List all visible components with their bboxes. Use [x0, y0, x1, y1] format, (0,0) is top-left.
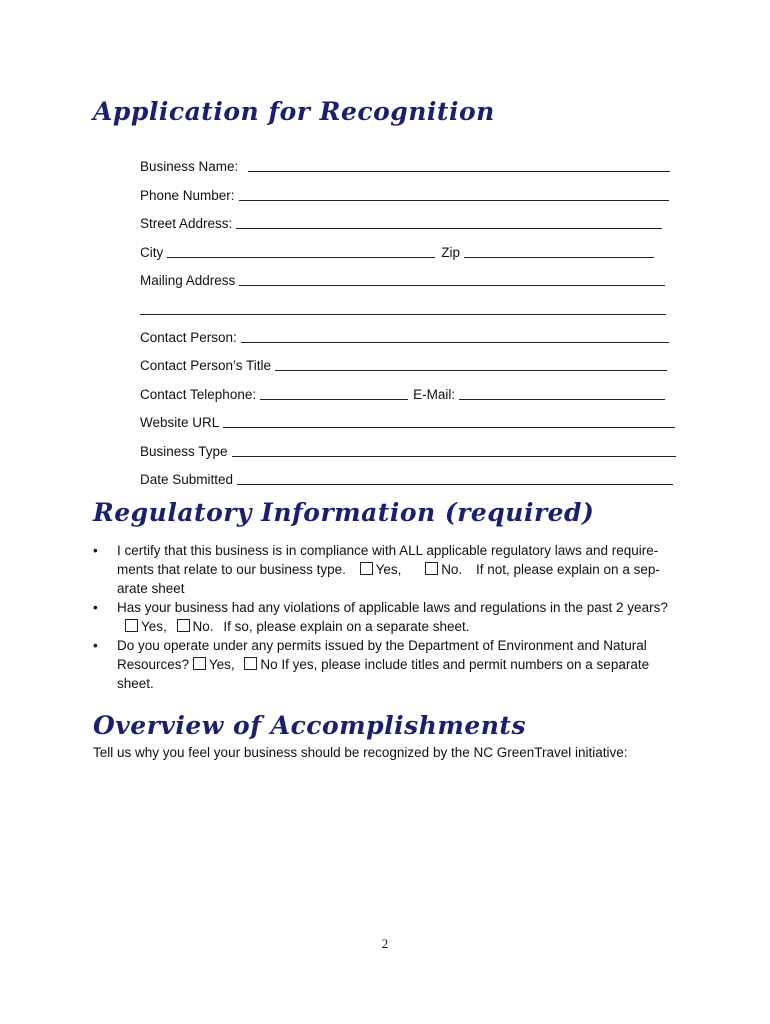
violations-yes-checkbox[interactable] [125, 619, 138, 632]
permits-instruction-text: If yes, please include titles and permit numbers on a separate sheet. [117, 657, 650, 691]
overview-heading: Overview of Accomplishments [93, 711, 527, 740]
business-type-field[interactable] [140, 440, 676, 460]
mailing-address-input-line[interactable] [239, 285, 665, 286]
website-url-input-line[interactable] [223, 427, 675, 428]
application-heading: Application for Recognition [93, 97, 495, 126]
permits-yes-label: Yes, [208, 657, 235, 672]
violations-instruction-text: If so, please explain on a separate sheet. [223, 619, 470, 634]
contact-person-label: Contact Person: [140, 330, 237, 345]
contact-person-title-input-line[interactable] [275, 370, 667, 371]
bullet-icon: • [93, 638, 98, 653]
compliance-no-checkbox[interactable] [425, 562, 438, 575]
date-submitted-input-line[interactable] [237, 484, 673, 485]
street-address-field[interactable] [140, 212, 662, 232]
city-input-line[interactable] [167, 257, 435, 258]
website-url-field[interactable] [140, 411, 675, 431]
compliance-no-label: No. [441, 562, 463, 577]
regulatory-item-permits [93, 636, 683, 693]
violations-no-checkbox[interactable] [177, 619, 190, 632]
zip-label: Zip [441, 245, 461, 260]
mailing-address-continuation-line[interactable] [140, 314, 666, 315]
zip-input-line[interactable] [464, 257, 654, 258]
page-number: 2 [381, 936, 389, 951]
permits-question-text: Do you operate under any permits issued by the Department of Environment and Natural Resources? [117, 638, 647, 672]
email-label: E-Mail: [413, 387, 456, 402]
mailing-address-label: Mailing Address [140, 273, 236, 288]
contact-person-title-label: Contact Person’s Title [140, 358, 272, 373]
street-address-label: Street Address: [140, 216, 233, 231]
contact-telephone-label: Contact Telephone: [140, 387, 257, 402]
business-type-label: Business Type [140, 444, 228, 459]
bullet-icon: • [93, 600, 98, 615]
email-input-line[interactable] [459, 399, 665, 400]
street-address-input-line[interactable] [236, 228, 662, 229]
contact-person-title-field[interactable] [140, 354, 667, 374]
contact-telephone-email-row [140, 383, 665, 403]
business-name-input-line[interactable] [248, 171, 670, 172]
phone-number-label: Phone Number: [140, 188, 235, 203]
mailing-address-field[interactable] [140, 269, 665, 289]
business-type-input-line[interactable] [232, 456, 676, 457]
compliance-question-text: I certify that this business is in compliance with ALL applicable regulatory laws and require-ments that relate to our business type. [117, 543, 659, 577]
compliance-yes-label: Yes, [375, 562, 402, 577]
violations-yes-label: Yes, [141, 619, 167, 634]
bullet-icon: • [93, 543, 98, 558]
overview-intro-text: Tell us why you feel your business should be recognized by the NC GreenTravel initiative: [93, 745, 628, 760]
permits-no-checkbox[interactable] [244, 657, 257, 670]
date-submitted-label: Date Submitted [140, 472, 234, 487]
regulatory-item-compliance [93, 541, 683, 598]
phone-number-field[interactable] [140, 184, 669, 204]
permits-no-label: No [260, 657, 278, 672]
city-zip-row [140, 241, 654, 261]
city-label: City [140, 245, 164, 260]
regulatory-heading: Regulatory Information (required) [93, 498, 595, 527]
date-submitted-field[interactable] [140, 468, 673, 488]
violations-no-label: No. [192, 619, 214, 634]
compliance-instruction-text: If not, please explain on a sep-arate sheet [117, 562, 660, 596]
website-url-label: Website URL [140, 415, 220, 430]
violations-question-text: Has your business had any violations of applicable laws and regulations in the past 2 years? [117, 600, 668, 615]
contact-person-field[interactable] [140, 326, 669, 346]
compliance-yes-checkbox[interactable] [360, 562, 373, 575]
permits-yes-checkbox[interactable] [193, 657, 206, 670]
contact-telephone-input-line[interactable] [260, 399, 408, 400]
phone-number-input-line[interactable] [239, 200, 669, 201]
regulatory-question-list [93, 541, 683, 693]
regulatory-item-violations [93, 598, 683, 636]
business-name-label: Business Name: [140, 159, 239, 174]
contact-person-input-line[interactable] [241, 342, 669, 343]
business-name-field[interactable] [140, 155, 670, 175]
